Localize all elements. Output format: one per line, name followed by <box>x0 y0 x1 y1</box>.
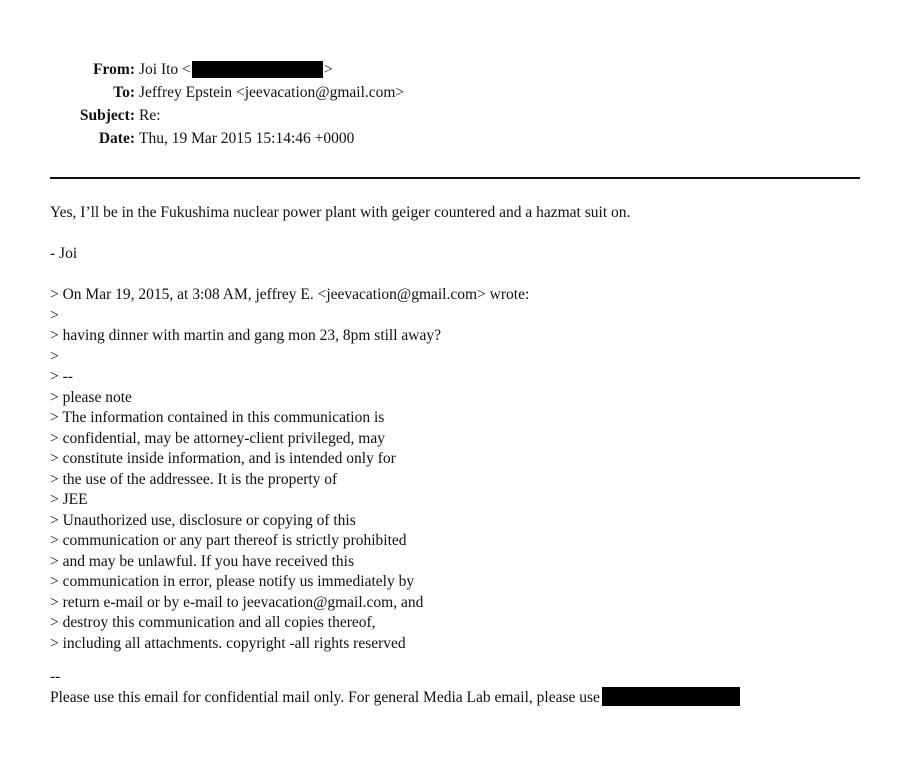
quoted-line: > JEE <box>50 491 88 508</box>
quoted-line: > the use of the addressee. It is the property of <box>50 470 338 488</box>
footer-note: Please use this email for confidential mail only. For general Media Lab email, please use <box>50 688 600 706</box>
quoted-line: > Unauthorized use, disclosure or copying of this <box>50 511 356 529</box>
quoted-line: > including all attachments. copyright -all rights reserved <box>50 634 406 652</box>
date-label: Date: <box>98 130 135 147</box>
email-body <box>50 203 870 654</box>
reply-text: Yes, I’ll be in the Fukushima nuclear power plant with geiger countered and a hazmat suit on. <box>50 204 631 221</box>
quoted-message <box>50 285 870 654</box>
redaction-bar <box>602 687 740 706</box>
signature: - Joi <box>50 245 78 262</box>
subject-label: Subject: <box>79 107 135 124</box>
quoted-line: > The information contained in this communication is <box>50 409 385 426</box>
quoted-line: > confidential, may be attorney-client privileged, may <box>50 429 385 447</box>
quoted-line: > On Mar 19, 2015, at 3:08 AM, jeffrey E. <jeevacation@gmail.com> wrote: <box>50 286 530 303</box>
quoted-line: > communication in error, please notify us immediately by <box>50 573 415 590</box>
to-label: To: <box>113 84 135 101</box>
quoted-line: > communication or any part thereof is strictly prohibited <box>50 532 407 549</box>
subject-value: Re: <box>139 107 161 124</box>
quoted-line: > please note <box>50 388 132 406</box>
footer-note-line <box>50 688 880 709</box>
footer-separator: -- <box>50 668 61 685</box>
quoted-line: > return e-mail or by e-mail to jeevacation@gmail.com, and <box>50 593 424 611</box>
email-header <box>0 58 915 150</box>
to-row <box>0 81 915 104</box>
from-close: > <box>323 61 333 78</box>
header-divider <box>50 177 860 179</box>
date-row <box>0 127 915 150</box>
quoted-line: > destroy this communication and all copies thereof, <box>50 614 376 631</box>
quoted-line: > having dinner with martin and gang mon 23, 8pm still away? <box>50 327 442 344</box>
to-value: Jeffrey Epstein <jeevacation@gmail.com> <box>139 84 405 101</box>
quoted-line: > -- <box>50 368 73 385</box>
redaction-bar <box>192 61 323 78</box>
date-value: Thu, 19 Mar 2015 15:14:46 +0000 <box>139 130 355 147</box>
from-row <box>0 58 915 81</box>
email-footer <box>50 667 880 708</box>
quoted-line: > <box>50 347 59 365</box>
quoted-line: > and may be unlawful. If you have received this <box>50 552 354 570</box>
from-label: From: <box>93 61 135 78</box>
quoted-line: > <box>50 306 59 324</box>
blank-line <box>50 265 870 286</box>
quoted-line: > constitute inside information, and is intended only for <box>50 450 396 467</box>
from-value <box>139 58 333 81</box>
subject-row <box>0 104 915 127</box>
from-name: Joi Ito < <box>139 61 191 78</box>
blank-line <box>50 224 870 245</box>
